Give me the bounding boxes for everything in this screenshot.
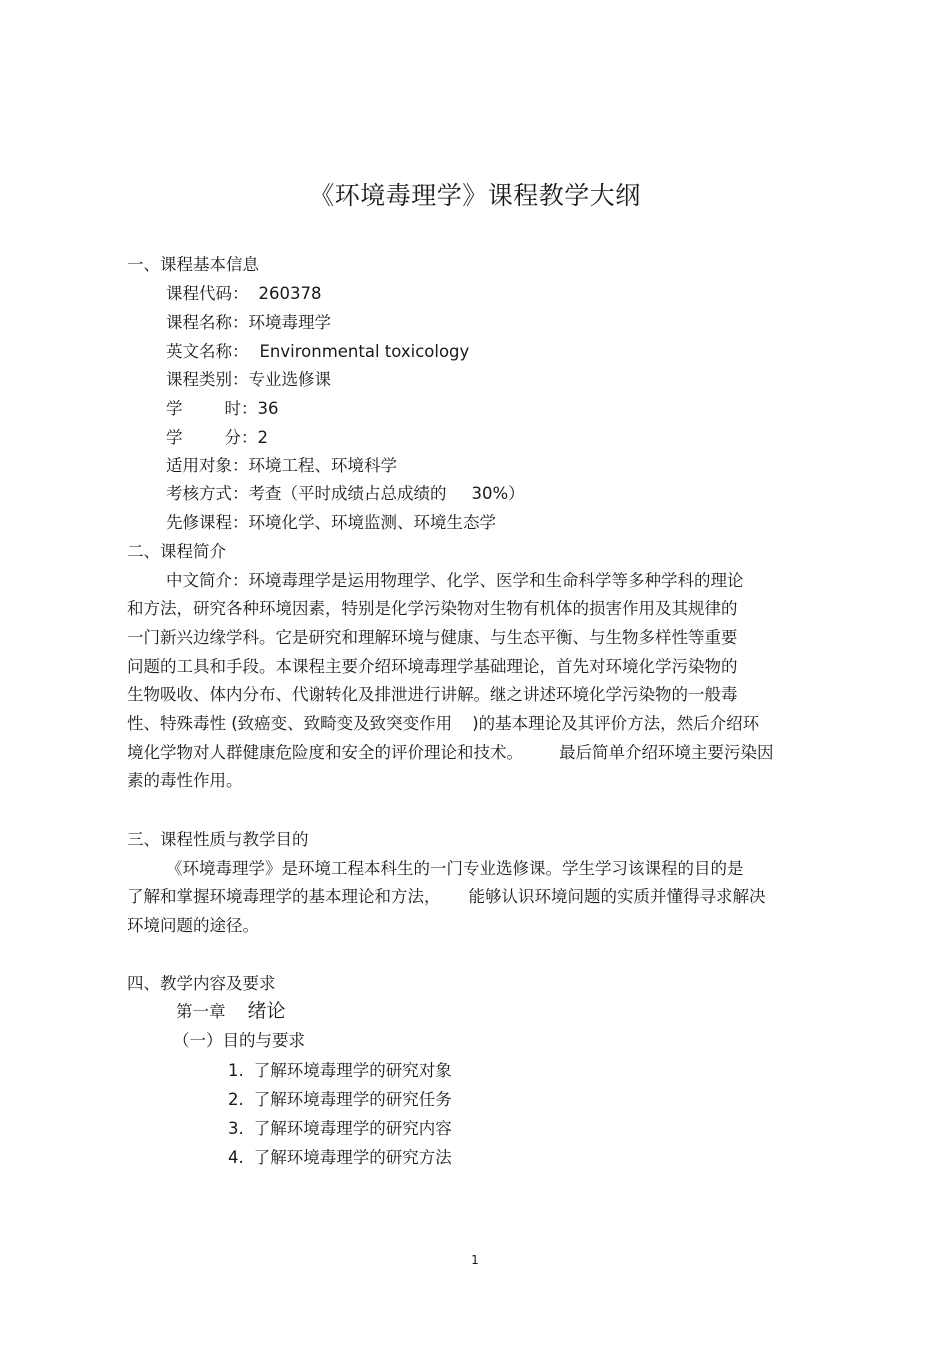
list-item bbox=[228, 1118, 452, 1140]
list-item-text: 了解环境毒理学的研究任务 bbox=[253, 1090, 452, 1109]
paragraph-line: 素的毒性作用。 bbox=[127, 771, 243, 790]
field-hours bbox=[166, 398, 279, 420]
field-value: 环境工程、环境科学 bbox=[248, 456, 397, 475]
document-title: 《环境毒理学》课程教学大纲 bbox=[309, 181, 641, 210]
list-item-text: 了解环境毒理学的研究对象 bbox=[253, 1061, 452, 1080]
paragraph-line: 生物吸收、体内分布、代谢转化及排泄进行讲解。继之讲述环境化学污染物的一般毒 bbox=[127, 685, 738, 704]
field-value: Environmental toxicology bbox=[259, 342, 470, 361]
field-course-name bbox=[166, 312, 331, 334]
paragraph-line: 环境问题的途径。 bbox=[127, 916, 259, 935]
field-label: 课程类别： bbox=[166, 370, 249, 389]
field-course-code bbox=[166, 283, 322, 305]
paragraph-line bbox=[127, 886, 766, 908]
field-label: 课程代码： bbox=[166, 284, 249, 303]
paragraph-line: 问题的工具和手段。本课程主要介绍环境毒理学基础理论，首先对环境化学污染物的 bbox=[127, 657, 738, 676]
field-label: 先修课程： bbox=[166, 513, 249, 532]
paragraph-text: 境化学物对人群健康危险度和安全的评价理论和技术。 bbox=[127, 743, 523, 762]
page-number: 1 bbox=[471, 1253, 479, 1267]
list-item-number: 1. bbox=[228, 1061, 244, 1080]
field-assessment bbox=[166, 483, 525, 505]
section-heading-content: 四、教学内容及要求 bbox=[127, 974, 276, 993]
field-value: 260378 bbox=[258, 284, 322, 303]
paragraph-line: 一门新兴边缘学科。它是研究和理解环境与健康、与生态平衡、与生物多样性等重要 bbox=[127, 628, 738, 647]
field-label: 学 bbox=[166, 428, 183, 447]
field-target-audience bbox=[166, 455, 397, 477]
paragraph-text: 最后简单介绍环境主要污染因 bbox=[559, 743, 774, 762]
field-label: 分： bbox=[224, 428, 258, 447]
field-label: 英文名称： bbox=[166, 342, 249, 361]
paragraph-text: 了解和掌握环境毒理学的基本理论和方法， bbox=[127, 887, 441, 906]
sub-heading: （一）目的与要求 bbox=[173, 1031, 305, 1050]
list-item bbox=[228, 1089, 452, 1111]
field-english-name bbox=[166, 341, 469, 363]
paragraph-line: 《环境毒理学》是环境工程本科生的一门专业选修课。学生学习该课程的目的是 bbox=[166, 859, 744, 878]
paragraph-text: 能够认识环境问题的实质并懂得寻求解决 bbox=[468, 887, 766, 906]
chapter-heading bbox=[176, 1000, 286, 1023]
paragraph-line: 和方法，研究各种环境因素，特别是化学污染物对生物有机体的损害作用及其规律的 bbox=[127, 599, 738, 618]
list-item-text: 了解环境毒理学的研究方法 bbox=[253, 1148, 452, 1167]
chapter-title: 绪论 bbox=[247, 1000, 286, 1022]
field-value-percent: 30%） bbox=[471, 484, 525, 503]
list-item bbox=[228, 1060, 452, 1082]
paragraph-text: 性、特殊毒性 (致癌变、致畸变及致突变作用 bbox=[127, 714, 453, 733]
paragraph-line bbox=[127, 713, 759, 735]
field-label: 时： bbox=[224, 399, 258, 418]
field-value: 专业选修课 bbox=[248, 370, 331, 389]
list-item-number: 2. bbox=[228, 1090, 244, 1109]
field-label: 适用对象： bbox=[166, 456, 249, 475]
field-course-category bbox=[166, 369, 331, 391]
list-item-number: 4. bbox=[228, 1148, 244, 1167]
field-label: 考核方式： bbox=[166, 484, 249, 503]
section-heading-basic-info: 一、课程基本信息 bbox=[127, 255, 259, 274]
field-prerequisites bbox=[166, 512, 496, 534]
list-item bbox=[228, 1147, 452, 1169]
field-value: 环境毒理学 bbox=[248, 313, 331, 332]
paragraph-line: 中文简介：环境毒理学是运用物理学、化学、医学和生命科学等多种学科的理论 bbox=[166, 571, 744, 590]
list-item-number: 3. bbox=[228, 1119, 244, 1138]
chapter-label: 第一章 bbox=[176, 1002, 226, 1021]
section-heading-nature-objectives: 三、课程性质与教学目的 bbox=[127, 830, 309, 849]
field-value: 环境化学、环境监测、环境生态学 bbox=[248, 513, 496, 532]
field-label: 课程名称： bbox=[166, 313, 249, 332]
field-value: 2 bbox=[257, 428, 268, 447]
paragraph-line bbox=[127, 742, 774, 764]
section-heading-introduction: 二、课程简介 bbox=[127, 542, 226, 561]
list-item-text: 了解环境毒理学的研究内容 bbox=[253, 1119, 452, 1138]
field-value: 考查（平时成绩占总成绩的 bbox=[248, 484, 447, 503]
paragraph-text: )的基本理论及其评价方法，然后介绍环 bbox=[472, 714, 760, 733]
field-credits bbox=[166, 427, 268, 449]
field-label: 学 bbox=[166, 399, 183, 418]
field-value: 36 bbox=[257, 399, 279, 418]
